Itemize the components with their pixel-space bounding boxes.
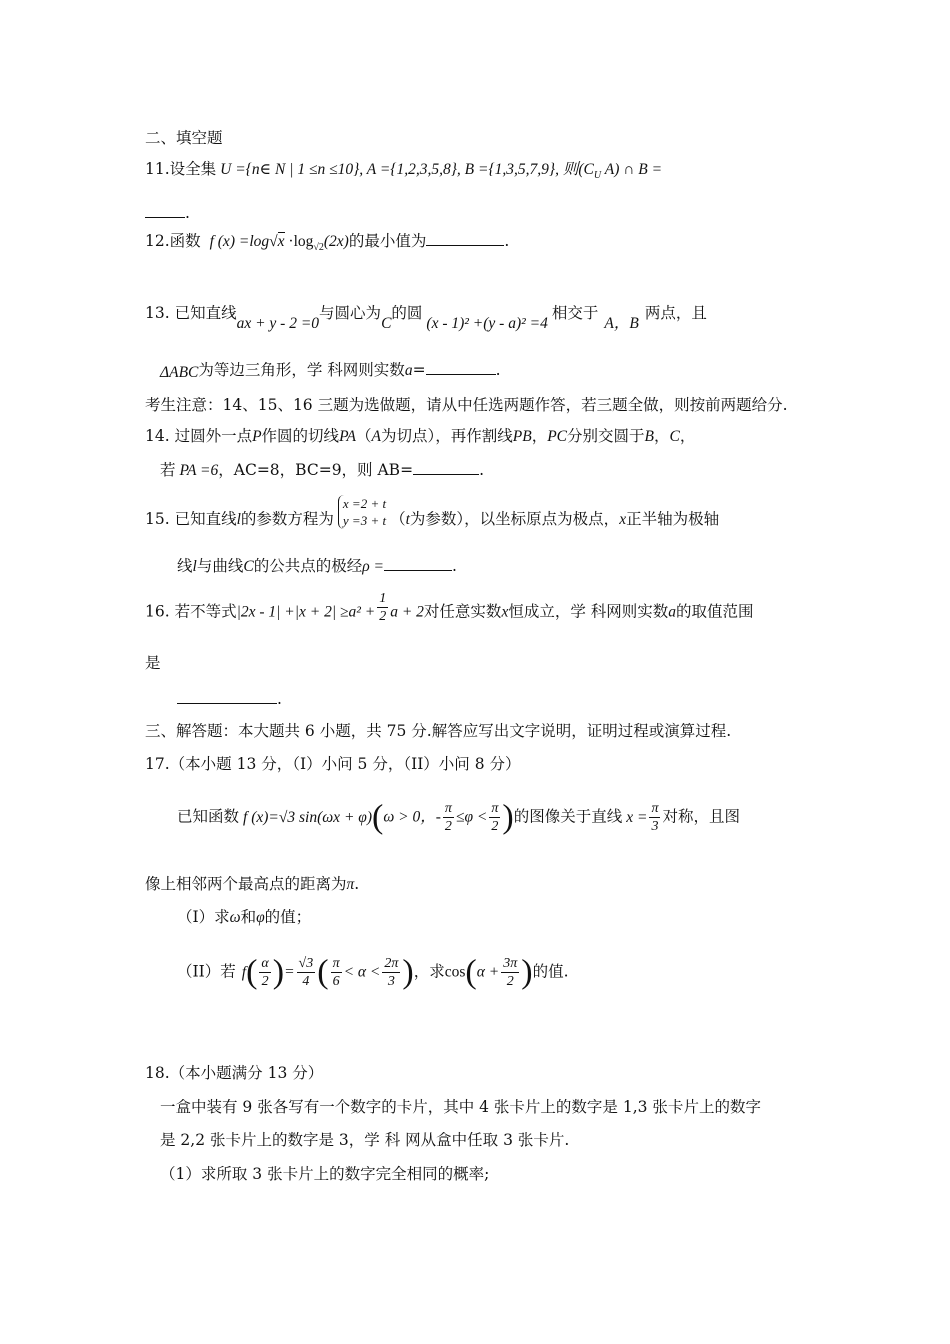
answer-blank[interactable]	[177, 689, 277, 704]
question-17-head: 17.（本小题 13 分，（I）小问 5 分，（II）小问 8 分）	[145, 755, 521, 773]
question-17-part2: （II）若 f( $\frac{\alpha}{2}$ )= $\frac{√3}{4}$ ( $\frac{\pi}{6}$ < α < $\frac{2\pi}{3}$ )，求cos(α + $\frac{3\pi}{2}$ )的值.	[177, 953, 569, 991]
question-18-line1: 一盒中装有 9 张各写有一个数字的卡片，其中 4 张卡片上的数字是 1,3 张卡片上的数字	[160, 1098, 761, 1116]
question-15: 15. 已知直线l的参数方程为 x =2 + t y =3 + t （t为参数），以坐标原点为极点，x正半轴为极轴	[145, 496, 720, 528]
answer-blank[interactable]	[384, 556, 452, 571]
question-18-head: 18.（本小题满分 13 分）	[145, 1064, 324, 1082]
question-14: 14. 过圆外一点P作圆的切线PA（A为切点），再作割线PB，PC分别交圆于B，C，	[145, 427, 696, 445]
question-17-line2: 像上相邻两个最高点的距离为π.	[145, 875, 360, 893]
question-11-answer: .	[145, 202, 190, 224]
question-11-math: U ={n∈ N | 1 ≤n ≤10}, A ={1,2,3,5,8}, B ={1,3,5,7,9}, 则(C	[220, 161, 594, 178]
question-11: 11.设全集 U ={n∈ N | 1 ≤n ≤10}, A ={1,2,3,5,8}, B ={1,3,5,7,9}, 则($C_U$ A) ∩ B =	[145, 160, 663, 182]
question-14-line2: 若 PA =6，AC=8，BC=9，则 AB= .	[160, 461, 484, 479]
question-12: 12.函数 f $(x) =\log√x \cdot\log_{√2}(2x)$的最小值为 .	[145, 232, 510, 254]
question-16-answer: .	[177, 688, 282, 710]
question-16-line2: 是	[145, 654, 161, 672]
question-13-line2: ΔABC为等边三角形，学 科网则实数a= .	[160, 361, 501, 381]
parametric-system: x =2 + t y =3 + t	[338, 495, 386, 529]
question-18-line2: 是 2,2 张卡片上的数字是 3，学 科 网从盒中任取 3 张卡片.	[160, 1131, 570, 1149]
answer-blank[interactable]	[426, 231, 504, 246]
section-solve-title: 三、解答题：本大题共 6 小题，共 75 分.解答应写出文字说明，证明过程或演算过程.	[145, 722, 732, 740]
answer-blank[interactable]	[426, 360, 496, 375]
question-18-part1: （1）求所取 3 张卡片上的数字完全相同的概率;	[160, 1165, 490, 1183]
section-fill-in-title: 二、填空题	[145, 129, 223, 147]
question-13: 13. 已知直线ax + y - 2 =0与圆心为C的圆(x - 1)² +(y - a)² =4相交于A，B两点，且	[145, 304, 707, 332]
question-16: 16. 若不等式|2x - 1| +|x + 2| ≥a² + $\frac{1}{2}$ a + 2对任意实数x恒成立，学 科网则实数a的取值范围	[145, 591, 754, 624]
answer-blank[interactable]	[145, 203, 185, 218]
question-17-body: 已知函数 f (x)=√3 sin(ωx + φ)(ω > 0，- $\frac{\pi}{2}$ ≤φ < $\frac{\pi}{2}$ )的图像关于直线 x = $\frac{\pi}{3}$ 对称，且图	[177, 798, 740, 836]
answer-blank[interactable]	[413, 460, 479, 475]
question-17-part1: （I）求ω和φ的值；	[177, 908, 312, 926]
question-15-line2: 线l与曲线C的公共点的极经ρ = .	[177, 557, 457, 575]
elective-notice: 考生注意：14、15、16 三题为选做题，请从中任选两题作答，若三题全做，则按前两题给分.	[145, 396, 788, 414]
